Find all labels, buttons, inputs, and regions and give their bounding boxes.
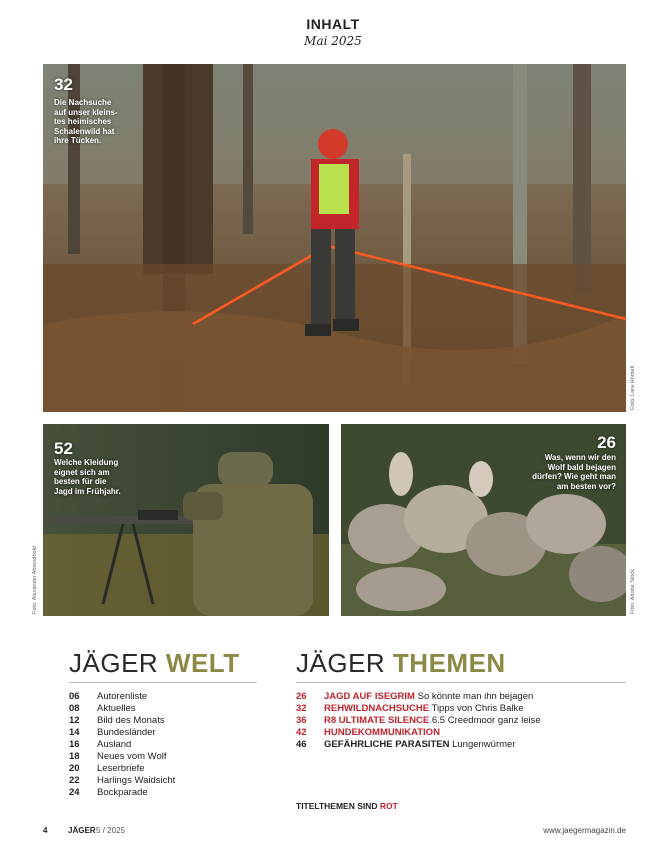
toc-item[interactable]: 20 Leserbriefe <box>69 763 145 774</box>
article-page-number: 52 <box>54 439 73 458</box>
photo-caption: Die Nachsuche auf unser kleins- tes heimisches Schalenwild hat ihre Tücken. <box>54 98 118 146</box>
photo-caption: Was, wenn wir den Wolf bald bejagen dürfen? Wie geht man am besten vor? <box>532 453 616 491</box>
toc-item-featured[interactable]: 42 HUNDEKOMMUNIKATION <box>296 727 440 738</box>
issue-number: 5 / 2025 <box>96 826 125 835</box>
page-title: INHALT <box>306 16 360 32</box>
section-rule <box>69 682 257 683</box>
toc-item-featured[interactable]: 36 R8 ULTIMATE SILENCE 6.5 Creedmoor ganz leise <box>296 715 541 726</box>
toc-item[interactable]: 46 GEFÄHRLICHE PARASITEN Lungenwürmer <box>296 739 516 750</box>
forest-hunter-illustration <box>43 64 626 412</box>
magazine-name: JÄGER <box>68 826 96 835</box>
toc-item[interactable]: 18 Neues vom Wolf <box>69 751 167 762</box>
photo-credit: Foto: Alexander Ahrendhold <box>32 546 38 614</box>
toc-item[interactable]: 14 Bundesländer <box>69 727 156 738</box>
section-title-welt: JÄGER WELT <box>69 648 240 678</box>
toc-item[interactable]: 06 Autorenliste <box>69 691 148 702</box>
toc-item[interactable]: 16 Ausland <box>69 739 132 750</box>
issue-date: Mai 2025 <box>304 34 362 48</box>
article-page-number: 32 <box>54 75 73 94</box>
page-number: 4 <box>43 826 48 835</box>
hunter-with-rifle-illustration <box>43 424 329 616</box>
section-title-themen: JÄGER THEMEN <box>296 648 506 678</box>
toc-item[interactable]: 24 Bockparade <box>69 787 148 798</box>
toc-item[interactable]: 08 Aktuelles <box>69 703 136 714</box>
photo-credit: Foto: Adobe Stock <box>630 569 636 614</box>
toc-item-featured[interactable]: 26 JAGD AUF ISEGRIM So könnte man ihn bejagen <box>296 691 534 702</box>
website-link[interactable]: www.jaegermagazin.de <box>543 826 626 835</box>
photo-caption: Welche Kleidung eignet sich am besten für die Jagd im Frühjahr. <box>54 458 121 496</box>
article-page-number: 26 <box>597 433 616 452</box>
toc-item-featured[interactable]: 32 REHWILDNACHSUCHE Tipps von Chris Balke <box>296 703 524 714</box>
photo-credit: Foto: Lara Hörbelt <box>630 365 636 410</box>
section-rule <box>296 682 626 683</box>
photo-blood-tracking[interactable] <box>43 64 626 412</box>
toc-item[interactable]: 12 Bild des Monats <box>69 715 165 726</box>
photo-hunting-clothing[interactable] <box>43 424 329 616</box>
toc-item[interactable]: 22 Harlings Waidsicht <box>69 775 176 786</box>
cover-topics-note: TITELTHEMEN SIND ROT <box>296 801 398 811</box>
photo-wolves[interactable] <box>341 424 626 616</box>
